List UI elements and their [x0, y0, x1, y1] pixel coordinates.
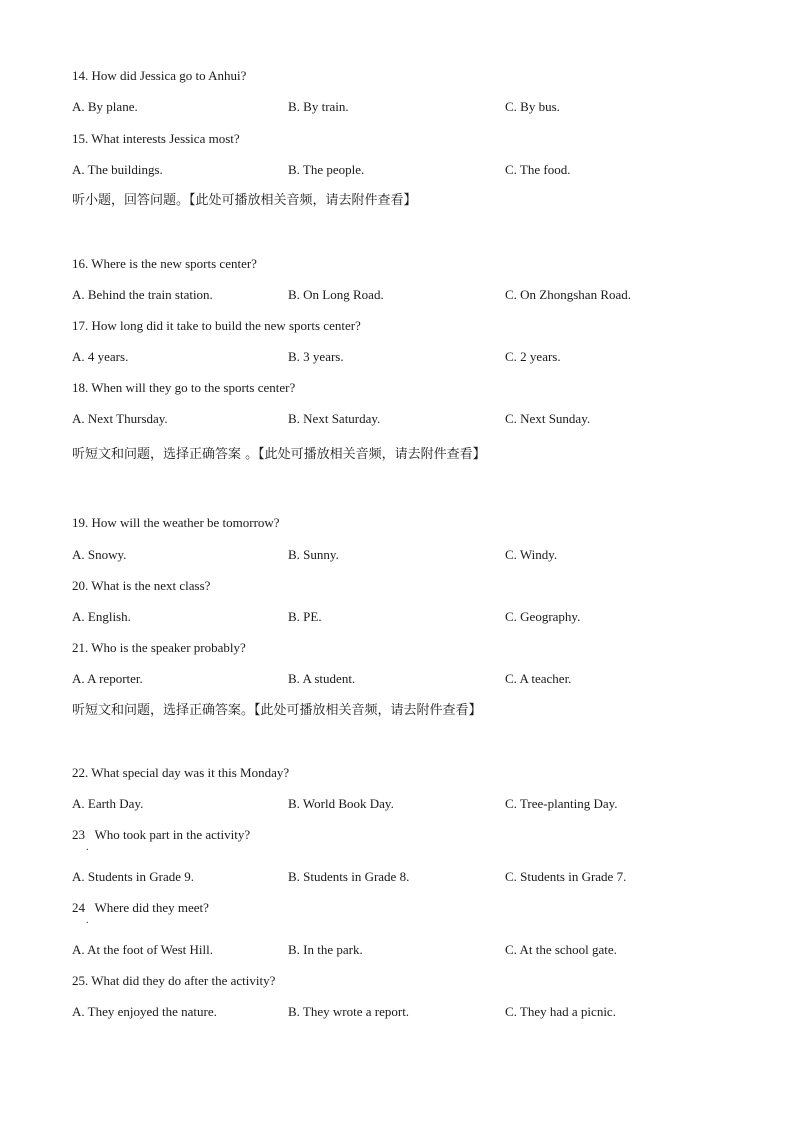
option-22-b: B. World Book Day. [288, 796, 394, 811]
question-14: 14. How did Jessica go to Anhui? [72, 68, 247, 83]
question-21: 21. Who is the speaker probably? [72, 640, 246, 655]
option-14-c: C. By bus. [505, 99, 560, 114]
option-14-a: A. By plane. [72, 99, 138, 114]
option-21-c: C. A teacher. [505, 671, 572, 686]
question-18: 18. When will they go to the sports center? [72, 380, 296, 395]
option-25-c: C. They had a picnic. [505, 1004, 616, 1019]
option-17-b: B. 3 years. [288, 349, 344, 364]
option-14-b: B. By train. [288, 99, 349, 114]
option-15-b: B. The people. [288, 162, 365, 177]
option-19-b: B. Sunny. [288, 547, 339, 562]
question-24: 24 Where did they meet? [72, 900, 209, 915]
option-19-a: A. Snowy. [72, 547, 127, 562]
option-16-b: B. On Long Road. [288, 287, 384, 302]
question-25: 25. What did they do after the activity? [72, 973, 276, 988]
question-19: 19. How will the weather be tomorrow? [72, 515, 280, 530]
option-18-b: B. Next Saturday. [288, 411, 381, 426]
question-20: 20. What is the next class? [72, 578, 211, 593]
option-23-a: A. Students in Grade 9. [72, 869, 195, 884]
instruction-listen-questions: 听小题，回答问题。【此处可播放相关音频，请去附件查看】 [72, 193, 417, 208]
option-22-c: C. Tree-planting Day. [505, 796, 618, 811]
instruction-listen-passage-1: 听短文和问题，选择正确答案 。【此处可播放相关音频，请去附件查看】 [72, 447, 486, 462]
question-23: 23 Who took part in the activity? [72, 827, 251, 842]
option-17-c: C. 2 years. [505, 349, 561, 364]
option-22-a: A. Earth Day. [72, 796, 144, 811]
option-25-a: A. They enjoyed the nature. [72, 1004, 217, 1019]
question-22: 22. What special day was it this Monday? [72, 765, 290, 780]
question-23-dot: . [86, 842, 89, 853]
option-16-c: C. On Zhongshan Road. [505, 287, 632, 302]
question-24-dot: . [86, 915, 89, 926]
option-19-c: C. Windy. [505, 547, 558, 562]
question-15: 15. What interests Jessica most? [72, 131, 240, 146]
instruction-listen-passage-2: 听短文和问题，选择正确答案。【此处可播放相关音频，请去附件查看】 [72, 703, 482, 718]
option-15-c: C. The food. [505, 162, 571, 177]
question-17: 17. How long did it take to build the new sports center? [72, 318, 361, 333]
option-18-c: C. Next Sunday. [505, 411, 591, 426]
option-24-b: B. In the park. [288, 942, 363, 957]
option-18-a: A. Next Thursday. [72, 411, 168, 426]
option-17-a: A. 4 years. [72, 349, 129, 364]
option-23-b: B. Students in Grade 8. [288, 869, 410, 884]
question-16: 16. Where is the new sports center? [72, 256, 257, 271]
option-23-c: C. Students in Grade 7. [505, 869, 627, 884]
option-20-c: C. Geography. [505, 609, 581, 624]
option-21-a: A. A reporter. [72, 671, 143, 686]
option-16-a: A. Behind the train station. [72, 287, 213, 302]
option-24-c: C. At the school gate. [505, 942, 617, 957]
option-20-b: B. PE. [288, 609, 322, 624]
option-20-a: A. English. [72, 609, 131, 624]
option-21-b: B. A student. [288, 671, 356, 686]
option-25-b: B. They wrote a report. [288, 1004, 410, 1019]
option-24-a: A. At the foot of West Hill. [72, 942, 213, 957]
option-15-a: A. The buildings. [72, 162, 163, 177]
